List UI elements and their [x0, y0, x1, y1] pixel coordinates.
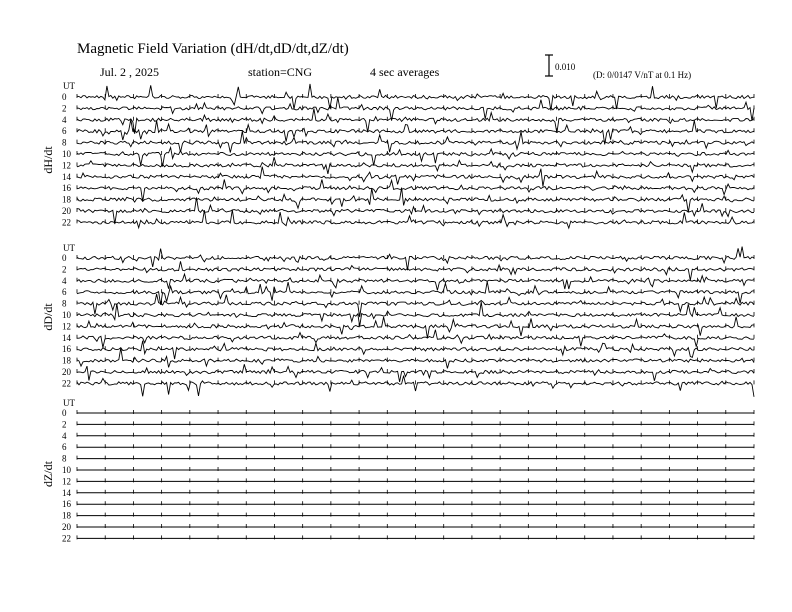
- hour-tick-label: 12: [62, 160, 71, 171]
- hour-tick-label: 0: [62, 92, 67, 102]
- hour-tick-label: 8: [62, 453, 67, 464]
- hour-tick-label: 0: [62, 408, 67, 418]
- hour-tick-label: 14: [62, 332, 71, 343]
- hour-tick-label: 18: [62, 355, 71, 366]
- hour-tick-label: 20: [62, 367, 71, 377]
- hour-tick-label: 22: [62, 378, 71, 389]
- hour-tick-label: 2: [62, 264, 67, 275]
- trace-line-2ut: [77, 261, 754, 280]
- panel-dH-dt: [41, 81, 754, 228]
- trace-line-12ut: [77, 157, 754, 174]
- hour-tick-label: 16: [62, 499, 71, 510]
- panel-ylabel: dH/dt: [41, 146, 55, 174]
- hour-tick-label: 6: [62, 287, 67, 298]
- hour-tick-label: 18: [62, 510, 71, 521]
- hour-tick-label: 10: [62, 310, 71, 320]
- ut-label: UT: [63, 81, 75, 91]
- hour-tick-label: 22: [62, 217, 71, 228]
- chart-title: Magnetic Field Variation (dH/dt,dD/dt,dZ/dt): [77, 41, 349, 57]
- station-label: station=CNG: [248, 65, 313, 79]
- scale-bar: [545, 55, 553, 76]
- hour-tick-label: 2: [62, 103, 67, 114]
- hour-tick-label: 10: [62, 149, 71, 159]
- trace-line-22ut: [77, 376, 754, 397]
- hour-tick-label: 8: [62, 137, 67, 148]
- hour-tick-label: 6: [62, 126, 67, 137]
- hour-tick-label: 4: [62, 275, 67, 286]
- hour-tick-label: 20: [62, 522, 71, 532]
- panel-dZ-dt: [41, 398, 754, 543]
- trace-line-14ut: [77, 167, 754, 187]
- hour-tick-label: 2: [62, 419, 67, 430]
- scale-value: 0.010: [555, 62, 576, 72]
- hour-tick-label: 4: [62, 114, 67, 125]
- averaging-label: 4 sec averages: [370, 65, 440, 79]
- hour-tick-label: 22: [62, 533, 71, 544]
- scale-note: (D: 0/0147 V/nT at 0.1 Hz): [593, 70, 692, 80]
- ut-label: UT: [63, 243, 75, 253]
- panel-dD-dt: [41, 243, 754, 397]
- hour-tick-label: 12: [62, 476, 71, 487]
- panels: [41, 81, 754, 543]
- hour-tick-label: 20: [62, 206, 71, 216]
- hour-tick-label: 12: [62, 321, 71, 332]
- panel-ylabel: dZ/dt: [41, 461, 55, 487]
- hour-tick-label: 6: [62, 442, 67, 453]
- hour-tick-label: 18: [62, 194, 71, 205]
- hour-tick-label: 16: [62, 183, 71, 194]
- date-label: Jul. 2 , 2025: [100, 65, 160, 79]
- panel-ylabel: dD/dt: [41, 303, 55, 331]
- hour-tick-label: 14: [62, 487, 71, 498]
- hour-tick-label: 4: [62, 430, 67, 441]
- trace-line-22ut: [77, 210, 754, 228]
- trace-line-20ut: [77, 364, 754, 382]
- ut-label: UT: [63, 398, 75, 408]
- hour-tick-label: 14: [62, 171, 71, 182]
- trace-line-4ut: [77, 274, 754, 290]
- hour-tick-label: 0: [62, 253, 67, 263]
- row-ticks: [77, 278, 754, 282]
- hour-tick-label: 10: [62, 465, 71, 475]
- hour-tick-label: 16: [62, 344, 71, 355]
- hour-tick-label: 8: [62, 298, 67, 309]
